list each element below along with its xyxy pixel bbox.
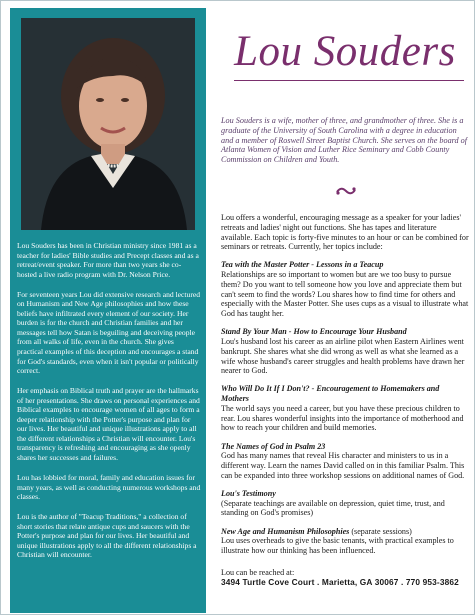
sidebar-paragraph: Lou is the author of "Teacup Traditions," a collection of short stories that relate antique cups and saucers with the Potter's purpose and plan for our lives. Her beautiful and unique illustrations apply to all the different relationships a Christian will encounter. [17,512,197,560]
topic-body: (Separate teachings are available on depression, quiet time, trust, and standing on God's promises) [221,498,445,518]
title-underline [234,80,464,81]
topic-title: The Names of God in Psalm 23 [221,441,326,451]
topic [221,384,469,433]
portrait-photo [21,18,195,230]
topic [221,260,469,319]
sidebar-paragraph: Lou has lobbied for moral, family and education issues for many years, as well as conducting numerous workshops and classes. [17,472,201,502]
contact-block [221,568,469,588]
contact-line: 3494 Turtle Cove Court . Marietta, GA 30067 . 770 953-3862 [221,576,459,587]
sidebar [10,8,206,613]
topic [221,442,469,481]
topic [221,489,469,518]
topic-body: The world says you need a career, but you have these precious children to rear. Lou shares wonderful insights into the importance of motherhood and how to reach your children and build memories. [221,403,464,433]
sidebar-text [17,241,201,570]
title-text: Lou Souders [234,28,456,75]
flourish-ornament [335,184,357,196]
topic-title: New Age and Humanism Philosophies [221,526,350,536]
page-title [220,22,470,86]
contact-lead: Lou can be reached at: [221,567,295,577]
topic-title: Lou's Testimony [221,488,276,498]
topic [221,527,469,556]
topic-body: Lou's husband lost his career as an airline pilot when Eastern Airlines went bankrupt. She shares what she did wrong as well as what she learned as a wife whose husband's career struggles and health problems have drawn her nearer to God. [221,337,465,376]
topic [221,327,469,376]
topic-title: Who Will Do It If I Don't? - Encouragement to Homemakers and Mothers [221,384,440,404]
sidebar-paragraph: Her emphasis on Biblical truth and prayer are the hallmarks of her presentations. She draws on personal experiences and Biblical examples to encourage women of all ages to form a deeper relationship with the Potter's purpose and plan for our lives. Her beautiful and unique illustrations apply to all the different relationships a Christian will encounter. Lou's transparency is refreshing and encouraging as she openly shares her successes and failures. [17,386,200,462]
topic-title-suffix: (separate sessions) [349,526,412,536]
topic-body: Lou uses overheads to give the basic tenants, with practical examples to illustrate how our thinking has been influenced. [221,536,454,556]
topic-title: Tea with the Master Potter - Lessons in a Teacup [221,260,384,270]
topic-body: Relationships are so important to women but are we too busy to pursue them? Do you want to tell someone how you love and appreciate them but can't seem to find the words? Lou shares how to find time for others and especially with the Master Potter. She uses cups as a visual to illustrate what God has taught her. [221,270,469,319]
bio-text: Lou Souders is a wife, mother of three, and grandmother of three. She is a graduate of the University of South Carolina with a degree in education and a member of Roswell Street Baptist Church. She serves on the board of Atlanta Women of Vision and Luther Rice Seminary and Cobb County Commission on Children and Youth. [221,116,468,165]
topic-title: Stand By Your Man - How to Encourage Your Husband [221,327,407,337]
intro-paragraph: Lou offers a wonderful, encouraging message as a speaker for your ladies' retreats and ladies' night out functions. She has tapes and literature available. Each topic is forty-five minutes to an hour or can be combined for seminars or retreats. Currently, her topics include: [221,213,469,252]
topic-body: God has many names that reveal His character and ministers to us in a different way. Learn the names David called on in this familiar Psalm. This can be expanded into three workshop sessions on additional names of God. [221,451,465,480]
main-content [221,213,469,587]
topic-heading-line [221,527,469,537]
sidebar-paragraph: For seventeen years Lou did extensive research and lectured on Humanism and New Age philosophies and how these beliefs have infiltrated every element of our society. Her burden is for the church and Christian families and her messages tell how Satan is beguiling and deceiving people from all walks of life, even in the church. She gives practical examples of this deception and encourages a stand for God's standards, even when it isn't popular or politically correct. [17,289,201,376]
sidebar-paragraph: Lou Souders has been in Christian ministry since 1981 as a teacher for ladies' Bible studies and Precept classes and as a retreat/event speaker. For more than two years she co-hosted a live radio program with Dr. Nelson Price. [17,241,199,279]
